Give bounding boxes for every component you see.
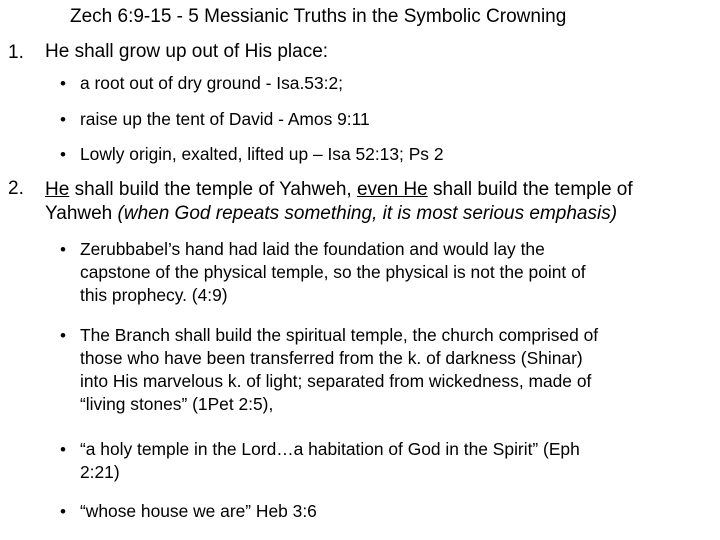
slide-title: Zech 6:9-15 - 5 Messianic Truths in the Symbolic Crowning — [70, 6, 567, 27]
bullet-1-2-marker: • — [60, 110, 66, 129]
bullet-1-2-text: raise up the tent of David - Amos 9:11 — [80, 109, 370, 129]
bullet-1-1-text: a root out of dry ground - Isa.53:2; — [80, 73, 343, 93]
point-1-number: 1. — [8, 42, 24, 63]
heading-underlined-he: He — [45, 179, 70, 200]
heading-underlined-even-he: even He — [356, 179, 428, 200]
bullet-2-1-text — [80, 238, 690, 307]
bullet-2-4-marker: • — [60, 502, 66, 521]
point-2-number: 2. — [8, 178, 24, 199]
bullet-2-4-text: “whose house we are” Heb 3:6 — [80, 501, 317, 521]
bullet-1-3-text: Lowly origin, exalted, lifted up – Isa 52:13; Ps 2 — [80, 144, 444, 164]
bullet-1-1-marker: • — [60, 74, 66, 93]
bullet-2-3-line: 2:21) — [80, 462, 120, 482]
bullet-2-1-line: capstone of the physical temple, so the physical is not the point of — [80, 262, 586, 282]
bullet-2-3-line: “a holy temple in the Lord…a habitation of God in the Spirit” (Eph — [80, 439, 580, 459]
bullet-2-2-line: those who have been transferred from the k. of darkness (Shinar) — [80, 348, 583, 368]
bullet-2-3-marker: • — [60, 440, 66, 459]
bullet-2-3-text — [80, 438, 690, 484]
bullet-2-2-line: into His marvelous k. of light; separated from wickedness, made of — [80, 371, 592, 391]
bullet-1-3-marker: • — [60, 145, 66, 164]
bullet-2-2-line: “living stones” (1Pet 2:5), — [80, 394, 274, 414]
bullet-2-1-line: Zerubbabel’s hand had laid the foundation and would lay the — [80, 239, 545, 259]
bullet-2-1-line: this prophecy. (4:9) — [80, 285, 228, 305]
bullet-2-2-marker: • — [60, 326, 66, 345]
bullet-2-1-marker: • — [60, 240, 66, 259]
heading-text-a: shall build the temple of Yahweh, — [69, 179, 357, 200]
heading-text-b: shall build the temple of — [427, 179, 633, 200]
heading-emphasis-note: (when God repeats something, it is most serious emphasis) — [117, 203, 618, 224]
bullet-2-2-line: The Branch shall build the spiritual temple, the church comprised of — [80, 325, 599, 345]
heading-yahweh: Yahweh — [45, 203, 118, 224]
point-2-heading-line1 — [45, 178, 633, 201]
bullet-2-2-text — [80, 324, 690, 416]
point-2-heading-line2 — [45, 202, 617, 225]
point-1-heading: He shall grow up out of His place: — [45, 41, 329, 62]
